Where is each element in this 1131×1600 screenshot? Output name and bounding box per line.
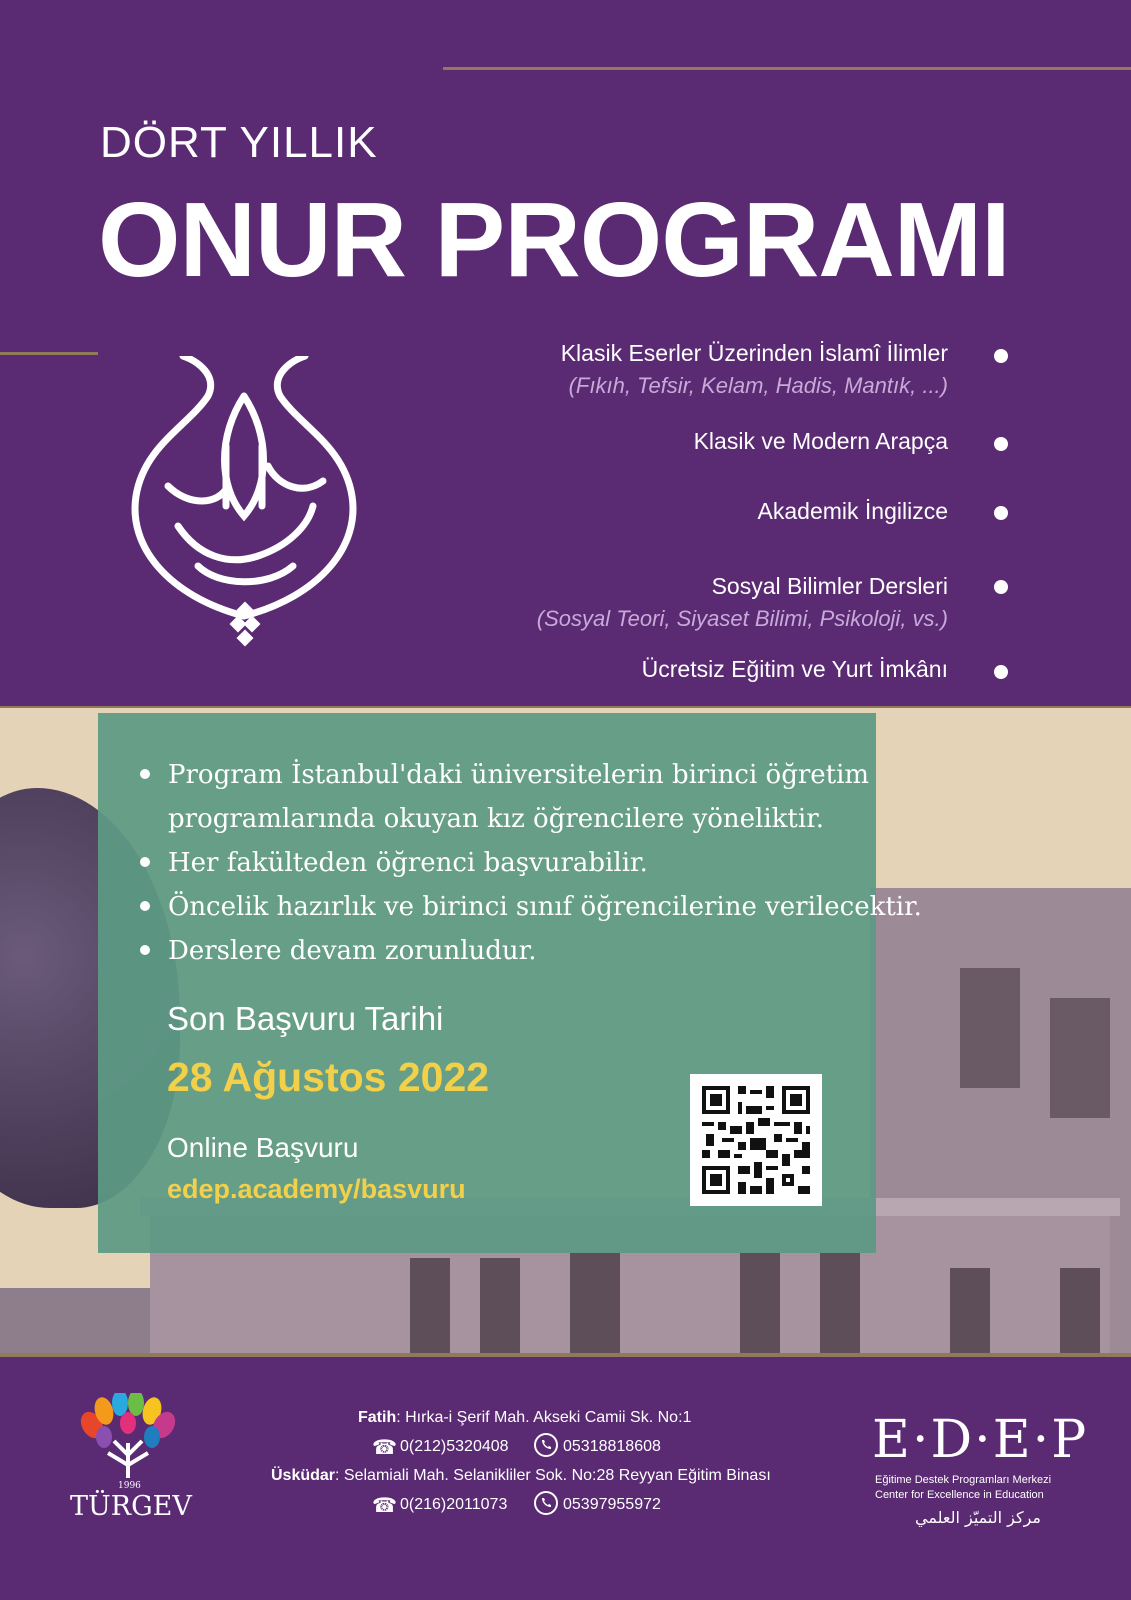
qr-code-icon	[690, 1074, 822, 1206]
gold-divider-left	[0, 352, 98, 355]
uskudar-address-text: : Selamiali Mah. Selanikliler Sok. No:28 Reyyan Eğitim Binası	[335, 1467, 771, 1484]
course-item-islamic-sciences: Klasik Eserler Üzerinden İslamî İlimler	[560, 340, 948, 366]
course-item-free-education: Ücretsiz Eğitim ve Yurt İmkânı	[641, 656, 948, 682]
info-bullet-1: Program İstanbul'daki üniversitelerin birinci öğretim	[168, 760, 870, 790]
turgev-year: 1996	[118, 1481, 141, 1491]
edep-subtitle-ar: مركز التميّز العلمي	[915, 1508, 1041, 1527]
course-note-islamic-sciences: (Fıkıh, Tefsir, Kelam, Hadis, Mantık, ...)	[568, 373, 948, 398]
online-application-link[interactable]: edep.academy/basvuru	[167, 1174, 466, 1204]
course-item-arabic: Klasik ve Modern Arapça	[693, 428, 948, 454]
whatsapp-icon	[533, 1490, 559, 1516]
deadline-label: Son Başvuru Tarihi	[167, 1000, 444, 1037]
qr-code[interactable]	[690, 1074, 822, 1206]
turgev-logo-icon	[74, 1393, 182, 1483]
bullet-icon	[140, 945, 150, 955]
bullet-icon	[140, 901, 150, 911]
edep-subtitle-en: Center for Excellence in Education	[875, 1489, 1044, 1501]
course-item-english: Akademik İngilizce	[757, 498, 948, 524]
uskudar-phone[interactable]: 0(216)2011073	[400, 1496, 508, 1513]
info-bullet-3: Öncelik hazırlık ve birinci sınıf öğrencilerine verilecektir.	[168, 892, 922, 922]
whatsapp-icon	[533, 1432, 559, 1458]
fatih-address	[358, 1409, 691, 1427]
fatih-label: Fatih	[358, 1409, 397, 1426]
gold-divider-top	[443, 67, 1131, 70]
info-bullet-4: Derslere devam zorunludur.	[168, 936, 537, 966]
telephone-icon: ☎	[372, 1437, 397, 1459]
program-subtitle: DÖRT YILLIK	[100, 118, 378, 167]
fatih-address-text: : Hırka-i Şerif Mah. Akseki Camii Sk. No:1	[396, 1409, 692, 1426]
info-bullet-1-cont: programlarında okuyan kız öğrencilere yöneliktir.	[168, 804, 825, 834]
bullet-icon	[994, 665, 1008, 679]
bullet-icon	[994, 580, 1008, 594]
uskudar-mobile[interactable]: 05397955972	[563, 1496, 661, 1513]
course-note-social-sciences: (Sosyal Teori, Siyaset Bilimi, Psikoloji, vs.)	[536, 606, 948, 631]
bullet-icon	[994, 506, 1008, 520]
edep-logo: E·D·E·P	[872, 1410, 1089, 1470]
online-application-label: Online Başvuru	[167, 1132, 359, 1163]
fatih-mobile[interactable]: 05318818608	[563, 1438, 661, 1455]
edep-subtitle-tr: Eğitime Destek Programları Merkezi	[875, 1474, 1052, 1486]
program-title: ONUR PROGRAMI	[98, 181, 1010, 299]
turgev-name: TÜRGEV	[70, 1491, 192, 1522]
course-item-social-sciences: Sosyal Bilimler Dersleri	[711, 573, 948, 599]
calligraphy-tulip-icon	[128, 356, 360, 662]
uskudar-address	[271, 1467, 771, 1485]
bullet-icon	[994, 437, 1008, 451]
uskudar-label: Üsküdar	[271, 1467, 336, 1484]
bullet-icon	[140, 769, 150, 779]
bullet-icon	[140, 857, 150, 867]
info-bullet-2: Her fakülteden öğrenci başvurabilir.	[168, 848, 648, 878]
bullet-icon	[994, 349, 1008, 363]
deadline-date: 28 Ağustos 2022	[167, 1054, 490, 1100]
fatih-phone[interactable]: 0(212)5320408	[400, 1438, 509, 1455]
telephone-icon: ☎	[372, 1495, 397, 1517]
